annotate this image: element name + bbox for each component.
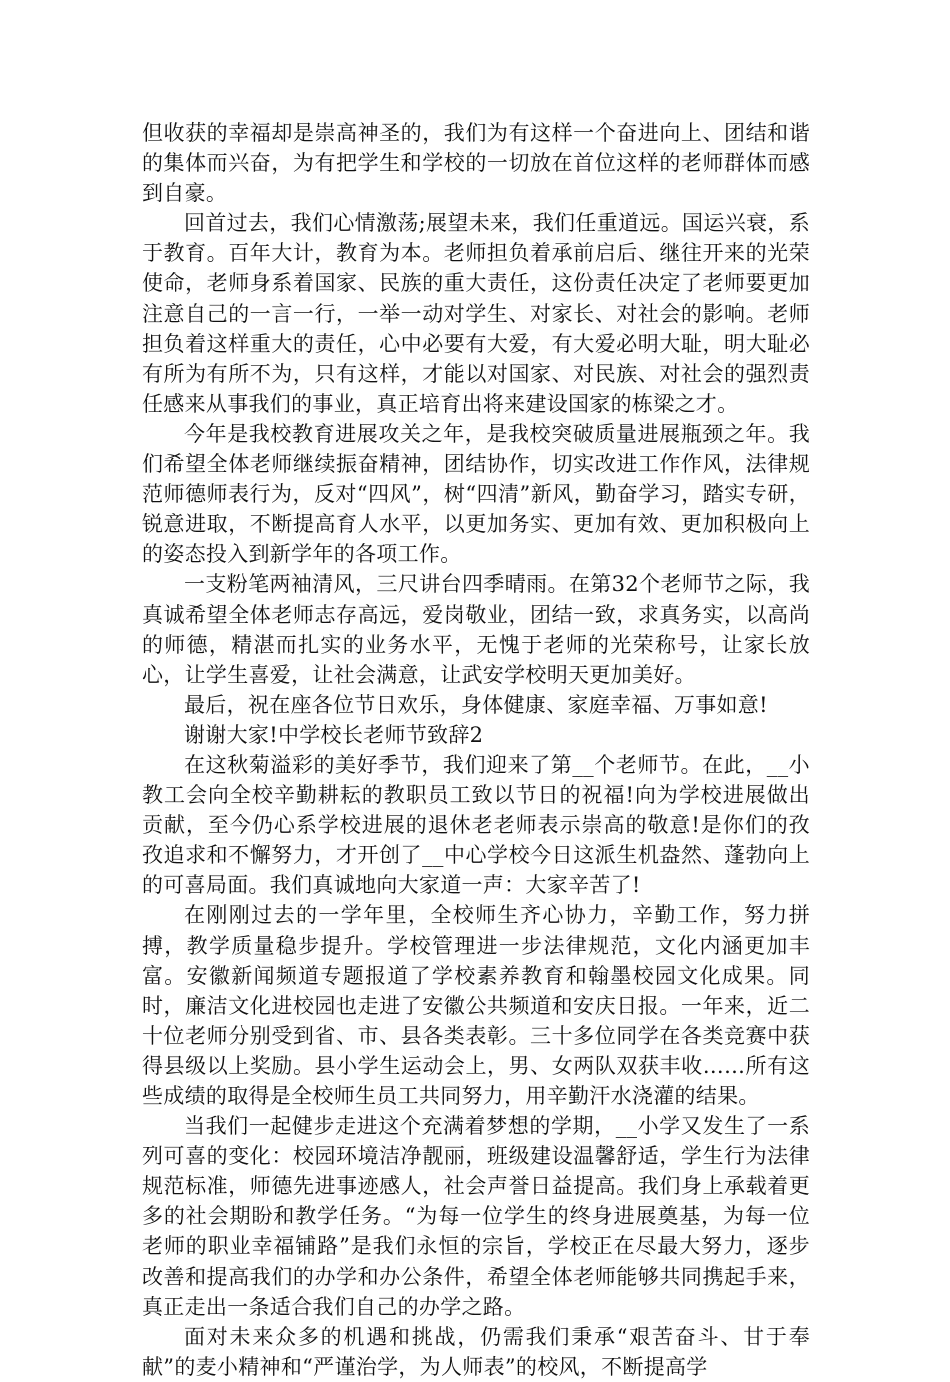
paragraph-looking-back: 回首过去，我们心情激荡;展望未来，我们任重道远。国运兴衰，系于教育。百年大计，教育为本。老师担负着承前启后、继往开来的光荣使命，老师身系着国家、民族的重大责任，这份责任决定了老师要更加注意自己的一言一行，一举一动对学生、对家长、对社会的影响。老师担负着这样重大的责任，心中必要有大爱，有大爱必明大耻，明大耻必有所为有所不为，只有这样，才能以对国家、对民族、对社会的强烈责任感来从事我们的事业，真正培育出将来建设国家的栋梁之才。 (142, 211, 810, 416)
paragraph-new-term: 当我们一起健步走进这个充满着梦想的学期，__小学又发生了一系列可喜的变化：校园环境洁净靓丽，班级建设温馨舒适，学生行为法律规范标准，师德先进事迹感人，社会声誉日益提高。我们身上承载着更多的社会期盼和教学任务。“为每一位学生的终身进展奠基，为每一位老师的职业幸福铺路”是我们永恒的宗旨，学校正在尽最大努力，逐步改善和提高我们的办学和办公条件，希望全体老师能够共同携起手来，真正走出一条适合我们自己的办学之路。 (142, 1114, 810, 1319)
paragraph-past-year: 在刚刚过去的一学年里，全校师生齐心协力，辛勤工作，努力拼搏，教学质量稳步提升。学校管理进一步法律规范，文化内涵更加丰富。安徽新闻频道专题报道了学校素养教育和翰墨校园文化成果。同时，廉洁文化进校园也走进了安徽公共频道和安庆日报。一年来，近二十位老师分别受到省、市、县各类表彰。三十多位同学在各类竞赛中获得县级以上奖励。县小学生运动会上，男、女两队双获丰收……所有这些成绩的取得是全校师生员工共同努力，用辛勤汗水浇灌的结果。 (142, 903, 810, 1108)
paragraph-chalk: 一支粉笔两袖清风，三尺讲台四季晴雨。在第32个老师节之际，我真诚希望全体老师志存高远，爱岗敬业，团结一致，求真务实，以高尚的师德，精湛而扎实的业务水平，无愧于老师的光荣称号，让家长放心，让学生喜爱，让社会满意，让武安学校明天更加美好。 (142, 572, 810, 687)
paragraph-this-year: 今年是我校教育进展攻关之年，是我校突破质量进展瓶颈之年。我们希望全体老师继续振奋精神，团结协作，切实改进工作作风，法律规范师德师表行为，反对“四风”，树“四清”新风，勤奋学习，踏实专研，锐意进取，不断提高育人水平，以更加务实、更加有效、更加积极向上的姿态投入到新学年的各项工作。 (142, 421, 810, 567)
document-page (142, 118, 810, 1382)
section-heading: 谢谢大家!中学校长老师节致辞2 (184, 722, 484, 747)
paragraph-autumn: 在这秋菊溢彩的美好季节，我们迎来了第__个老师节。在此，__小教工会向全校辛勤耕耘的教职员工致以节日的祝福!向为学校进展做出贡献，至今仍心系学校进展的退休老老师表示崇高的敬意!是你们的孜孜追求和不懈努力，才开创了__中心学校今日这派生机盎然、蓬勃向上的可喜局面。我们真诚地向大家道一声：大家辛苦了! (142, 752, 810, 898)
paragraph-closing-wishes: 最后，祝在座各位节日欢乐，身体健康、家庭幸福、万事如意! (184, 692, 768, 717)
paragraph-future: 面对未来众多的机遇和挑战，仍需我们秉承“艰苦奋斗、甘于奉献”的麦小精神和“严谨治学，为人师表”的校风，不断提高学 (142, 1324, 810, 1379)
paragraph-continuation: 但收获的幸福却是崇高神圣的，我们为有这样一个奋进向上、团结和谐的集体而兴奋，为有把学生和学校的一切放在首位这样的老师群体而感到自豪。 (142, 121, 810, 206)
